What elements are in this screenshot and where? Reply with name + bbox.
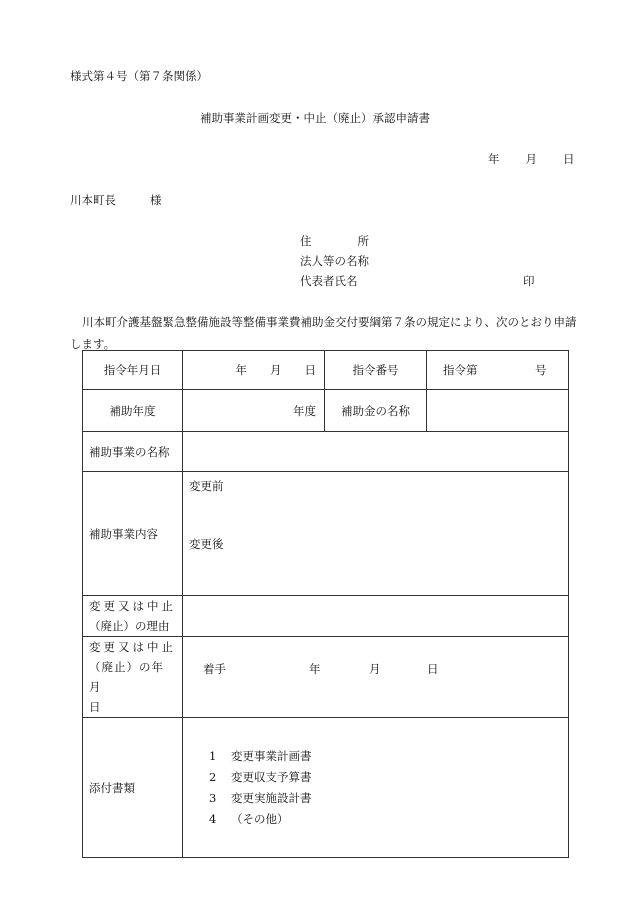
application-form-table [82,350,569,858]
list-item: 1 変更事業計画書 [209,748,312,763]
date-month: 月 [525,152,537,166]
change-date-field[interactable] [183,637,569,718]
project-name-field[interactable] [183,432,569,472]
application-statement [70,311,578,355]
project-name-label: 補助事業の名称 [83,432,183,472]
table-row [83,637,569,718]
table-row [83,718,569,858]
order-number-label: 指令番号 [325,351,427,390]
table-row [83,596,569,637]
change-date-label-line-3: 日 [89,700,101,714]
date-year: 年 [488,152,500,166]
reason-label-line-1: 変更又は中止 [89,599,176,613]
applicant-address-label: 住 所 [300,234,369,248]
content-field[interactable] [183,472,569,596]
table-row [83,432,569,472]
list-item: 3 変更実施設計書 [209,790,312,805]
applicant-org-name-label: 法人等の名称 [300,254,369,268]
order-date-value[interactable]: 年 月 日 [183,351,325,390]
submission-date [488,151,575,167]
attachments-label: 添付書類 [83,718,183,858]
form-number: 様式第４号（第７条関係） [70,69,208,83]
start-day: 日 [427,662,439,676]
subsidy-name-field[interactable] [427,390,569,432]
subsidy-name-label: 補助金の名称 [325,390,427,432]
before-label: 変更前 [189,479,224,493]
change-date-label-line-1: 変更又は中止 [89,640,176,654]
attachments-list [189,746,562,830]
document-title: 補助事業計画変更・中止（廃止）承認申請書 [200,111,430,125]
order-number-value[interactable]: 指令第 号 [427,351,569,390]
date-day: 日 [563,152,575,166]
table-row [83,351,569,390]
table-row [83,472,569,596]
change-date-label [83,637,183,718]
fiscal-year-value[interactable]: 年度 [183,390,325,432]
change-date-label-line-2: （廃止）の年月 [89,660,164,694]
list-item: 4 （その他） [209,811,289,826]
applicant-rep-name-label: 代表者氏名 [300,274,358,288]
list-item: 2 変更収支予算書 [209,769,312,784]
addressee-name: 川本町長 [70,193,116,207]
start-year: 年 [309,662,321,676]
reason-label-line-2: （廃止）の理由 [89,619,170,633]
reason-label [83,596,183,637]
order-date-label: 指令年月日 [83,351,183,390]
addressee-suffix: 様 [150,193,162,207]
attachments-field [183,718,569,858]
start-label: 着手 [203,662,226,676]
reason-field[interactable] [183,596,569,637]
addressee [70,192,162,208]
fiscal-year-label: 補助年度 [83,390,183,432]
start-month: 月 [369,662,381,676]
content-label: 補助事業内容 [83,472,183,596]
seal-mark: 印 [523,274,535,288]
table-row [83,390,569,432]
application-statement-text: 川本町介護基盤緊急整備施設等整備事業費補助金交付要綱第７条の規定により、次のとおり申請します。 [70,315,577,351]
after-label: 変更後 [189,537,224,551]
